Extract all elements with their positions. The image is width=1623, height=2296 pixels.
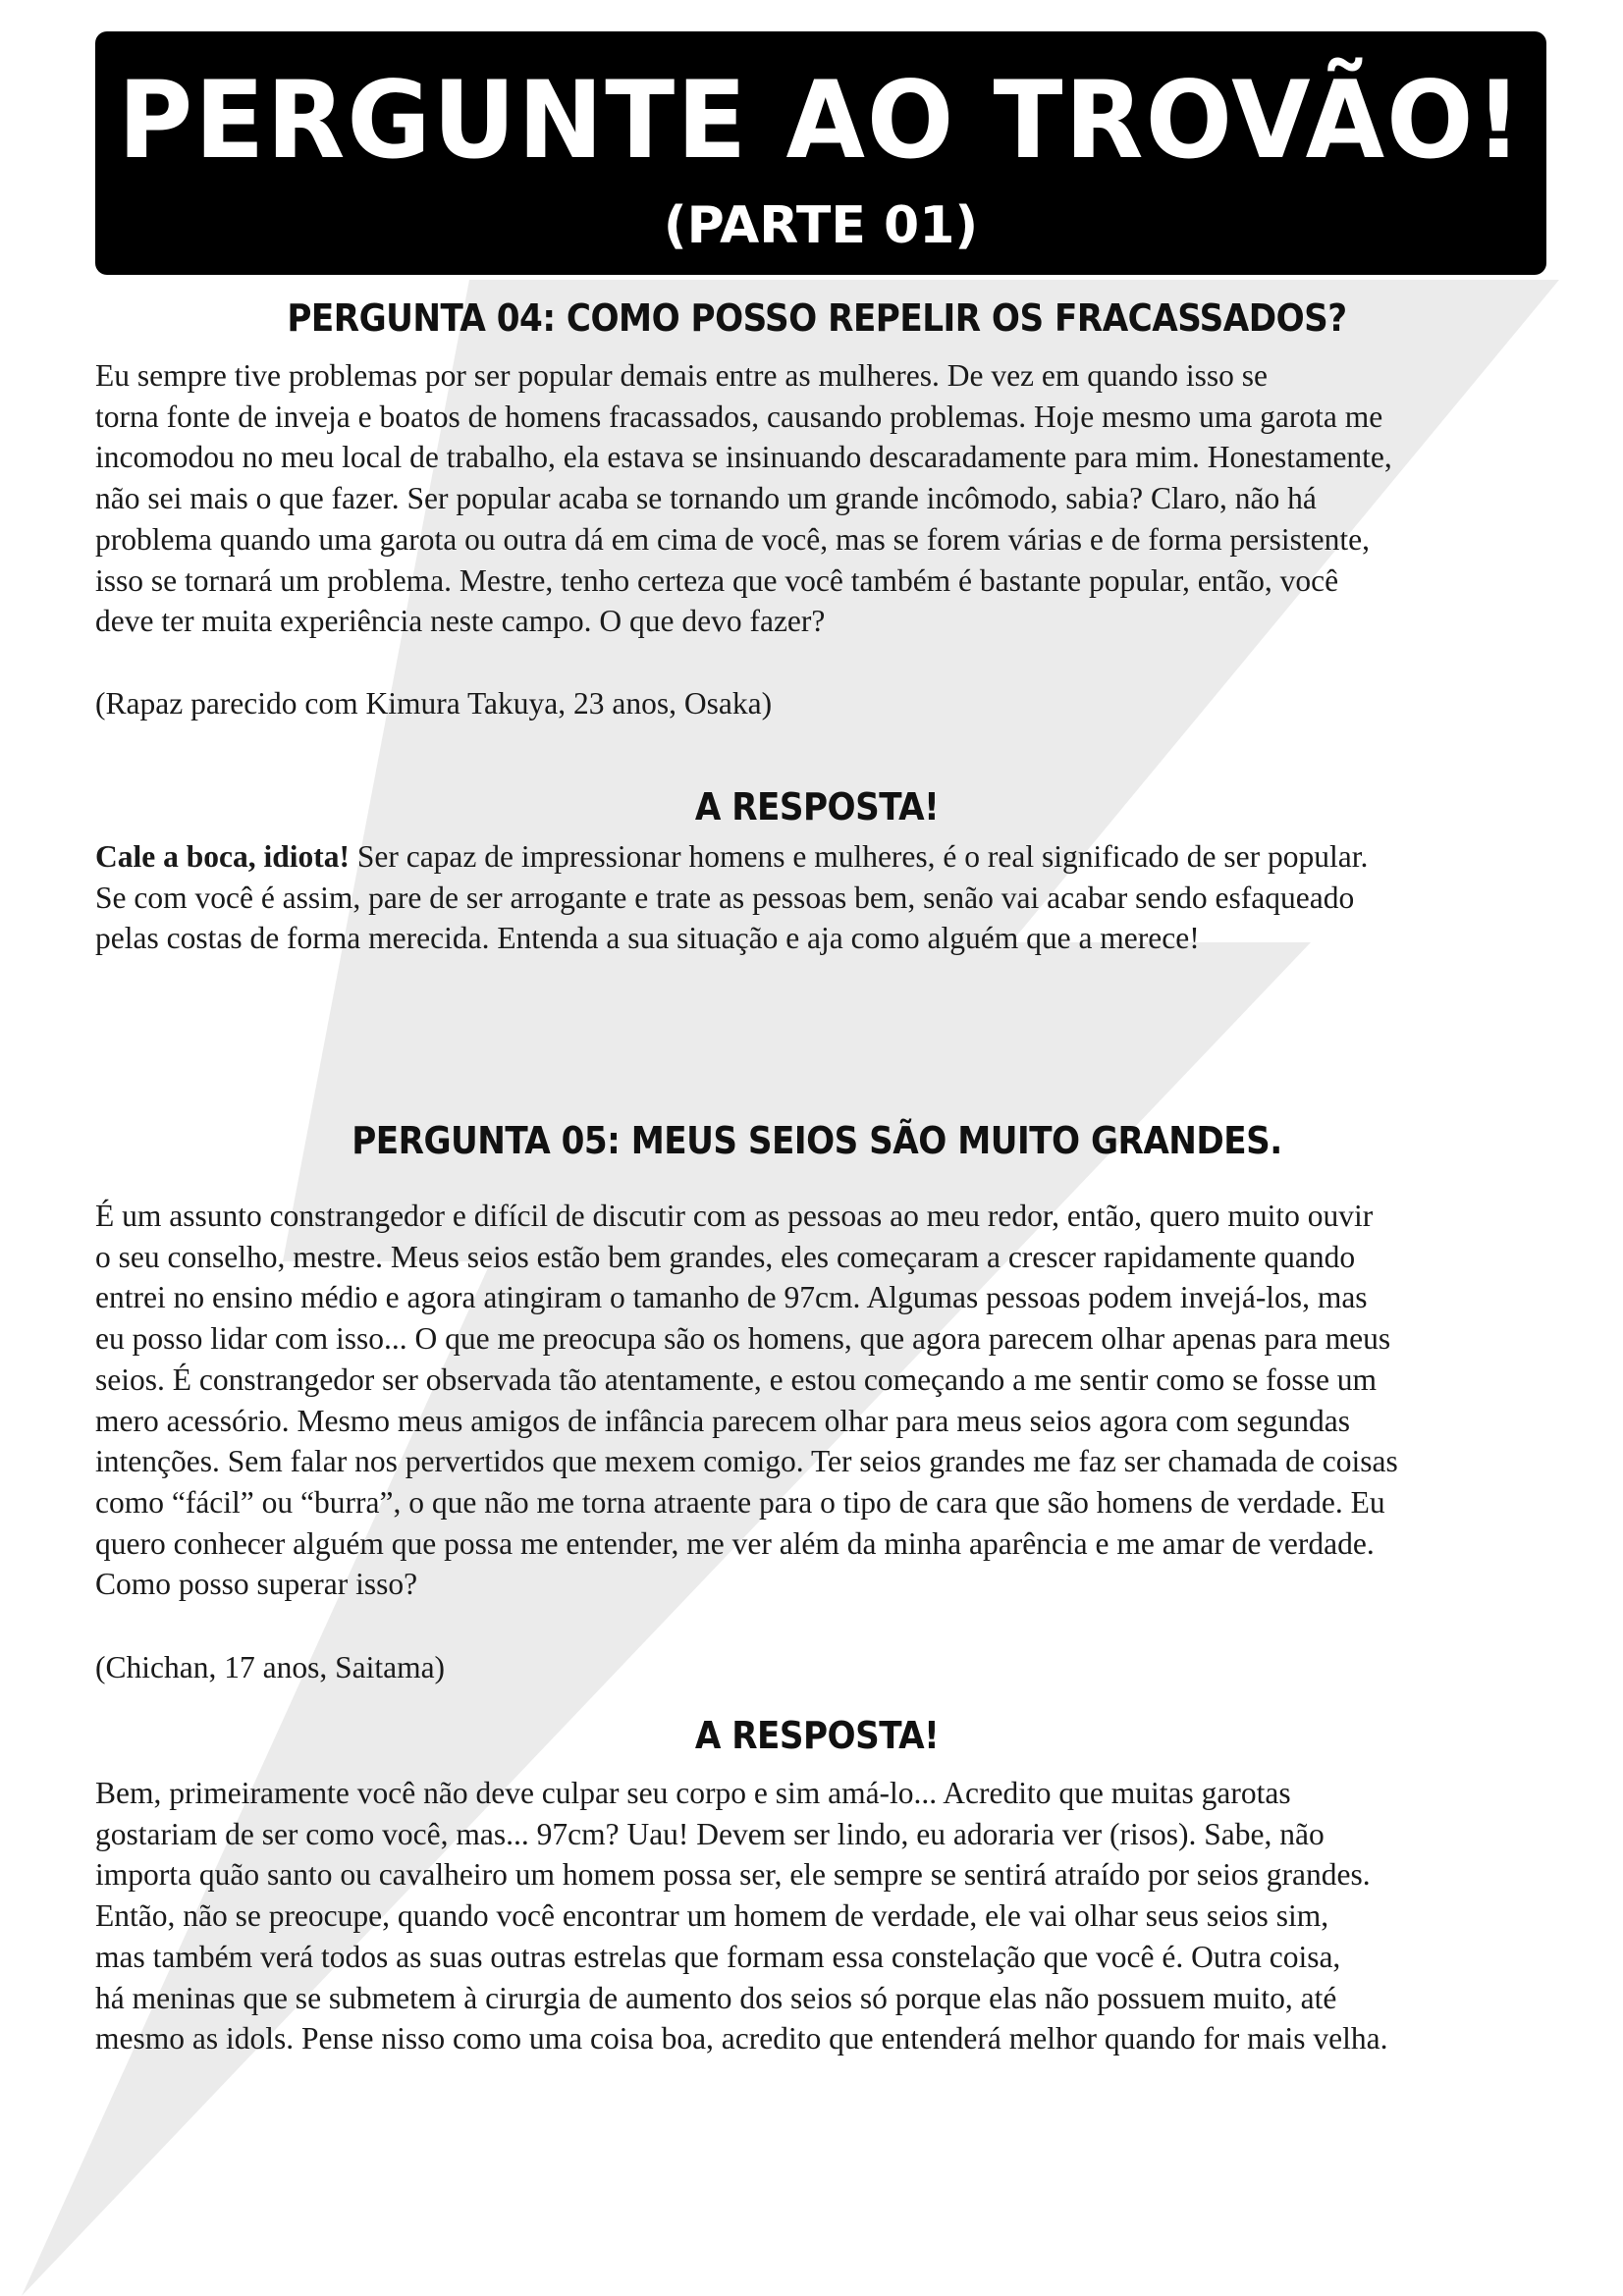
text-line: isso se tornará um problema. Mestre, tenho certeza que você também é bastante popular, então, você [95,562,1339,598]
question-05-signature: (Chichan, 17 anos, Saitama) [95,1650,446,1684]
text-line: como “fácil” ou “burra”, o que não me torna atraente para o tipo de cara que são homens de verdade. Eu [95,1484,1385,1520]
text-line: gostariam de ser como você, mas... 97cm? Uau! Devem ser lindo, eu adoraria ver (risos). Sabe, não [95,1816,1325,1851]
question-04-heading: PERGUNTA 04: COMO POSSO REPELIR OS FRACASSADOS? [287,296,1347,340]
text-line: intenções. Sem falar nos pervertidos que mexem comigo. Ter seios grandes me faz ser chamada de coisas [95,1444,1398,1479]
text-line: Eu sempre tive problemas por ser popular demais entre as mulheres. De vez em quando isso se [95,358,1269,393]
text-line: problema quando uma garota ou outra dá em cima de você, mas se forem várias e de forma persistente, [95,521,1371,557]
text-line: Se com você é assim, pare de ser arrogante e trate as pessoas bem, senão vai acabar sendo esfaqueado [95,880,1355,915]
text-line: incomodou no meu local de trabalho, ela estava se insinuando descaradamente para mim. Honestamente, [95,440,1392,475]
text-line: mero acessório. Mesmo meus amigos de infância parecem olhar para meus seios agora com segundas [95,1403,1350,1438]
text-line: torna fonte de inveja e boatos de homens fracassados, causando problemas. Hoje mesmo uma garota me [95,399,1383,434]
question-04-heading-block [95,296,1539,340]
text-line: importa quão santo ou cavalheiro um homem possa ser, ele sempre se sentirá atraído por seios grandes. [95,1857,1371,1893]
question-05-text [95,1196,1539,1605]
answer-04-heading: A RESPOSTA! [694,785,940,828]
question-04-signature: (Rapaz parecido com Kimura Takuya, 23 anos, Osaka) [95,686,773,721]
text-line: É um assunto constrangedor e difícil de discutir com as pessoas ao meu redor, então, quero muito ouvir [95,1199,1374,1233]
text-line: há meninas que se submetem à cirurgia de aumento dos seios só porque elas não possuem muito, até [95,1980,1337,2015]
text-line: pelas costas de forma merecida. Entenda a sua situação e aja como alguém que a merece! [95,921,1200,956]
text-line: quero conhecer alguém que possa me entender, me ver além da minha aparência e me amar de verdade. [95,1525,1375,1561]
question-04-text [95,355,1539,642]
answer-05-text [95,1773,1539,2059]
answer-04-text [95,836,1539,959]
text-line: não sei mais o que fazer. Ser popular acaba se tornando um grande incômodo, sabia? Claro, não há [95,481,1317,516]
answer-05-body [95,1773,1539,2059]
question-05-body [95,1196,1539,1605]
text-line: eu posso lidar com isso... O que me preocupa são os homens, que agora parecem olhar apenas para meus [95,1321,1391,1357]
page-subtitle: (PARTE 01) [663,196,979,255]
answer-05-heading: A RESPOSTA! [694,1714,940,1757]
text-line: Como posso superar isso? [95,1567,418,1602]
text-line: Bem, primeiramente você não deve culpar seu corpo e sim amá-lo... Acredito que muitas garotas [95,1776,1291,1810]
page-title: PERGUNTE AO TROVÃO! [118,56,1524,184]
text-line: seios. É constrangedor ser observada tão atentamente, e estou começando a me sentir como se fosse um [95,1362,1378,1397]
text-line: mas também verá todos as suas outras estrelas que formam essa constelação que você é. Outra coisa, [95,1939,1341,1974]
text-line: deve ter muita experiência neste campo. O que devo fazer? [95,604,826,639]
question-05-heading-block [95,1119,1539,1162]
text-line: Então, não se preocupe, quando você encontrar um homem de verdade, ele vai olhar seus seios sim, [95,1898,1329,1934]
answer-04-heading-block [95,785,1539,828]
answer-05-heading-block [95,1714,1539,1757]
question-05-signature-block [95,1647,1539,1688]
question-04-signature-block [95,683,1539,724]
text-line: mesmo as idols. Pense nisso como uma coisa boa, acredito que entenderá melhor quando for mais velha. [95,2021,1388,2056]
title-banner [95,31,1546,275]
text-line: o seu conselho, mestre. Meus seios estão bem grandes, eles começaram a crescer rapidamente quando [95,1239,1356,1274]
answer-04-bold-start: Cale a boca, idiota! [95,839,350,874]
question-05-heading: PERGUNTA 05: MEUS SEIOS SÃO MUITO GRANDES. [352,1119,1282,1162]
text-line: entrei no ensino médio e agora atingiram o tamanho de 97cm. Algumas pessoas podem invejá-los, mas [95,1280,1368,1315]
text-line: Ser capaz de impressionar homens e mulheres, é o real significado de ser popular. [349,839,1369,874]
question-04-body [95,355,1539,642]
answer-04-body [95,836,1539,959]
